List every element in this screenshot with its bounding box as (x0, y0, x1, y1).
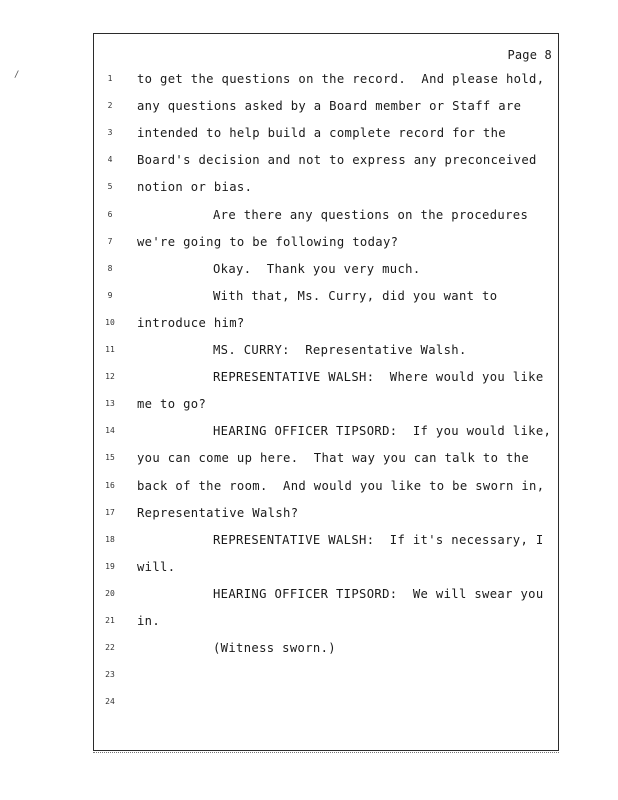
line-text: Are there any questions on the procedures (213, 207, 529, 222)
transcript-line (94, 638, 558, 658)
line-number: 10 (105, 317, 115, 327)
line-number: 1 (107, 74, 113, 83)
line-number: 18 (105, 534, 115, 544)
line-number: 21 (105, 616, 115, 625)
line-number: 4 (107, 155, 113, 165)
line-number: 9 (107, 290, 113, 300)
transcript-line (94, 476, 558, 496)
line-text: you can come up here. That way you can talk to the (137, 451, 530, 466)
line-text: intended to help build a complete record for the (137, 126, 506, 141)
line-number: 19 (105, 561, 115, 571)
page-number: Page 8 (507, 48, 552, 62)
line-text: notion or bias. (137, 180, 253, 195)
transcript-line (94, 394, 558, 414)
transcript-line (94, 557, 558, 577)
transcript-line (94, 96, 558, 116)
transcript-line (94, 448, 558, 468)
line-text: With that, Ms. Curry, did you want to (213, 288, 498, 303)
line-number: 8 (107, 263, 113, 273)
transcript-line (94, 123, 558, 143)
transcript-line (94, 340, 558, 360)
transcript-line (94, 530, 558, 550)
line-number: 11 (105, 345, 115, 354)
line-number: 13 (105, 399, 115, 409)
transcript-line (94, 232, 558, 252)
transcript-line (94, 584, 558, 604)
line-text: Okay. Thank you very much. (213, 261, 421, 276)
line-text: REPRESENTATIVE WALSH: Where would you like (213, 370, 544, 385)
transcript-line (94, 503, 558, 523)
line-number: 5 (107, 182, 113, 192)
transcript-line (94, 177, 558, 197)
line-text: introduce him? (137, 315, 245, 330)
line-number: 6 (107, 209, 113, 219)
line-text: MS. CURRY: Representative Walsh. (213, 343, 467, 357)
line-text: will. (137, 559, 176, 574)
transcript-line (94, 611, 558, 631)
line-text: REPRESENTATIVE WALSH: If it's necessary, I (213, 532, 544, 547)
bottom-rule (93, 752, 559, 756)
transcript-line (94, 367, 558, 387)
line-number: 14 (105, 426, 115, 436)
transcript-line (94, 259, 558, 279)
line-number: 16 (105, 480, 115, 490)
line-text: any questions asked by a Board member or Staff are (137, 99, 522, 114)
line-text: me to go? (137, 397, 207, 412)
transcript-line (94, 313, 558, 333)
line-text: we're going to be following today? (137, 234, 399, 249)
line-number: 22 (105, 643, 115, 653)
line-text: back of the room. And would you like to be sworn in, (137, 478, 545, 493)
line-number: 24 (105, 697, 115, 707)
line-number: 20 (105, 588, 115, 598)
transcript-line (94, 421, 558, 441)
line-text: in. (137, 614, 161, 628)
transcript-line (94, 665, 558, 685)
line-text: HEARING OFFICER TIPSORD: If you would like, (213, 424, 552, 439)
line-number: 12 (105, 372, 115, 382)
line-number: 7 (107, 236, 113, 246)
transcript-line (94, 692, 558, 712)
line-number: 2 (107, 101, 113, 111)
line-text: (Witness sworn.) (213, 641, 336, 656)
line-text: Board's decision and not to express any preconceived (137, 153, 537, 168)
line-number: 3 (107, 128, 113, 138)
line-number: 17 (105, 507, 115, 517)
line-text: to get the questions on the record. And please hold, (137, 72, 545, 86)
transcript-page (93, 33, 559, 751)
transcript-line (94, 69, 558, 89)
transcript-line (94, 205, 558, 225)
transcript-line (94, 286, 558, 306)
transcript-line (94, 150, 558, 170)
margin-mark: / (14, 70, 20, 80)
line-text: Representative Walsh? (137, 505, 299, 520)
line-number: 23 (105, 670, 115, 680)
line-number: 15 (105, 453, 115, 463)
line-text: HEARING OFFICER TIPSORD: We will swear you (213, 586, 544, 601)
